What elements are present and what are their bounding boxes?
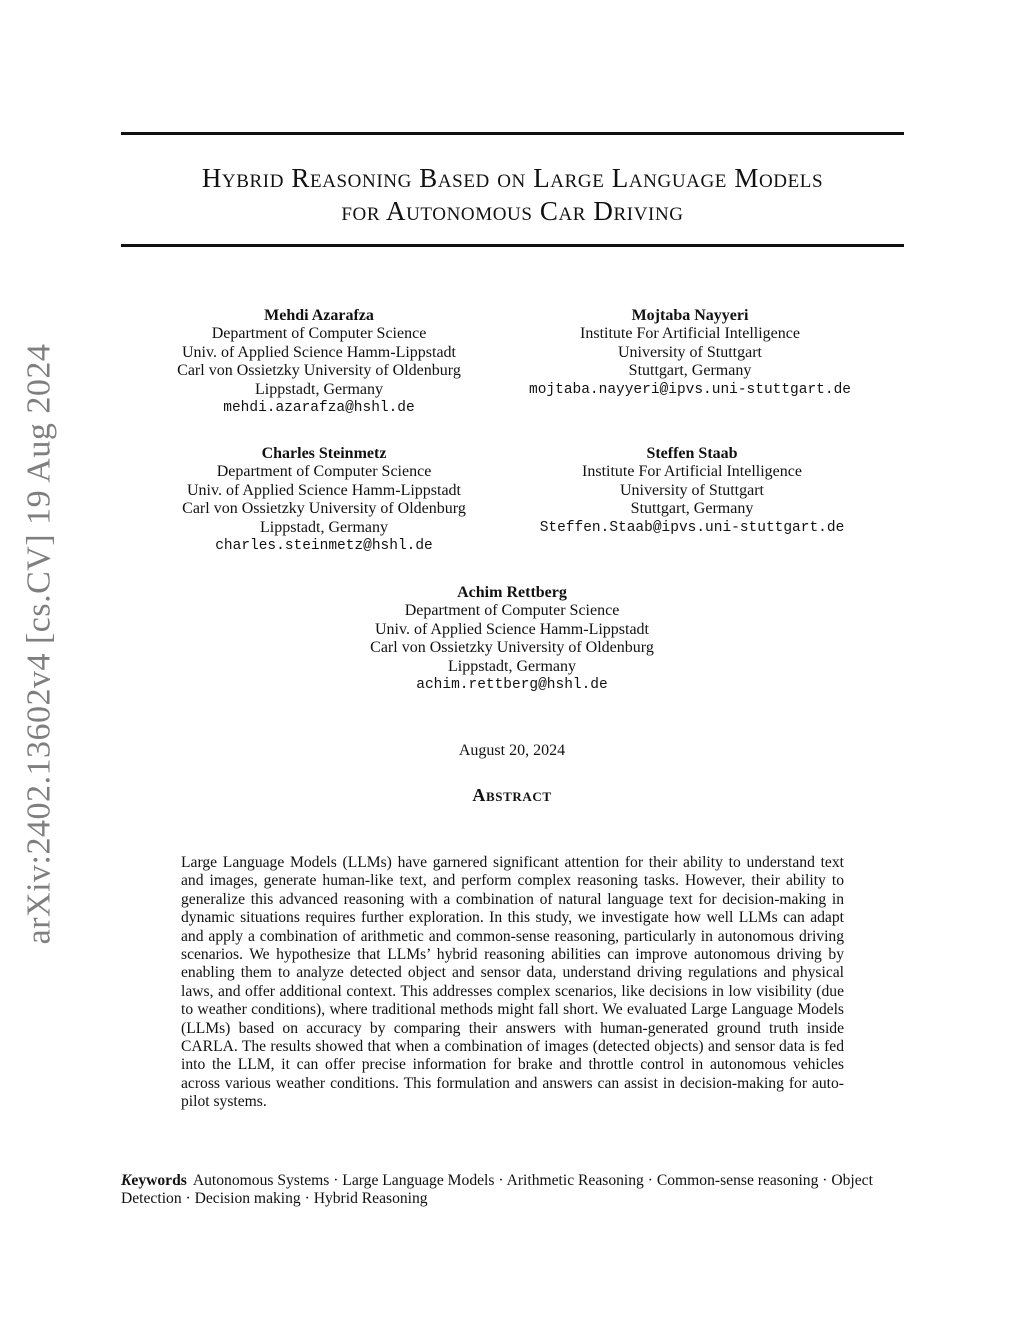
- author-block: [522, 445, 862, 537]
- keywords-section: [121, 1172, 904, 1209]
- abstract-heading: Abstract: [472, 785, 552, 805]
- author-name: Charles Steinmetz: [261, 445, 387, 462]
- author-affiliation-line: Univ. of Applied Science Hamm-Lippstadt: [181, 343, 456, 361]
- title-bottom-rule: [121, 244, 904, 247]
- author-affiliation-line: University of Stuttgart: [620, 481, 764, 499]
- author-affiliation-line: Lippstadt, Germany: [260, 518, 388, 536]
- author-affiliation-line: Univ. of Applied Science Hamm-Lippstadt: [186, 481, 461, 499]
- keywords-label-initial: K: [121, 1172, 132, 1189]
- author-email: mehdi.azarafza@hshl.de: [223, 400, 415, 417]
- keywords-list: Autonomous Systems · Large Language Models · Arithmetic Reasoning · Common-sense reasoning · Object Detection · Decision making · Hybrid Reasoning: [121, 1172, 873, 1208]
- author-email: Steffen.Staab@ipvs.uni-stuttgart.de: [539, 519, 845, 536]
- author-affiliation-line: Department of Computer Science: [404, 602, 620, 620]
- author-email: charles.steinmetz@hshl.de: [215, 538, 433, 555]
- publication-date: August 20, 2024: [458, 742, 566, 759]
- author-affiliation-line: Lippstadt, Germany: [448, 657, 576, 675]
- author-name: Mehdi Azarafza: [264, 307, 374, 324]
- author-block: [520, 307, 860, 399]
- author-block: [362, 584, 662, 694]
- author-affiliation-line: Stuttgart, Germany: [628, 362, 752, 380]
- author-name: Steffen Staab: [646, 445, 738, 462]
- author-block: [174, 445, 474, 555]
- title-top-rule: [121, 132, 904, 135]
- paper-title: [121, 162, 904, 228]
- author-name: Achim Rettberg: [457, 584, 567, 601]
- arxiv-identifier: [19, 345, 59, 943]
- author-name: Mojtaba Nayyeri: [631, 307, 749, 324]
- author-affiliation-line: Department of Computer Science: [216, 463, 432, 481]
- author-affiliation-line: Carl von Ossietzky University of Oldenburg: [370, 639, 654, 657]
- author-affiliation-line: Institute For Artificial Intelligence: [580, 325, 800, 343]
- author-affiliation-line: Carl von Ossietzky University of Oldenburg: [182, 500, 466, 518]
- author-affiliation-line: Department of Computer Science: [211, 325, 427, 343]
- author-affiliation-line: Carl von Ossietzky University of Oldenburg: [177, 362, 461, 380]
- author-affiliation-line: Univ. of Applied Science Hamm-Lippstadt: [374, 620, 649, 638]
- author-email: mojtaba.nayyeri@ipvs.uni-stuttgart.de: [529, 381, 851, 398]
- abstract-body: Large Language Models (LLMs) have garnered significant attention for their ability to understand text and images, generate human-like text, and perform complex reasoning tasks. However, their ability to generalize this advanced reasoning with a combination of natural language text for decision-making in dynamic situations requires further exploration. In this study, we investigate how well LLMs can adapt and apply a combination of arithmetic and common-sense reasoning, particularly in autonomous driving scenarios. We hypothesize that LLMs’ hybrid reasoning abilities can improve autonomous driving by enabling them to analyze detected object and sensor data, understand driving regulations and physical laws, and offer additional context. This addresses complex scenarios, like decisions in low visibility (due to weather conditions), where traditional methods might fall short. We evaluated Large Language Models (LLMs) based on accuracy by comparing their answers with human-generated ground truth inside CARLA. The results showed that when a combination of images (detected objects) and sensor data is fed into the LLM, it can offer precise information for brake and throttle control in autonomous vehicles across various weather conditions. This formulation and answers can assist in decision-making for auto-pilot systems.: [181, 854, 844, 1111]
- paper-title-line-1: Hybrid Reasoning Based on Large Language Models: [201, 163, 824, 193]
- author-email: achim.rettberg@hshl.de: [416, 677, 608, 694]
- paper-title-line-2: for Autonomous Car Driving: [341, 196, 684, 226]
- author-affiliation-line: Lippstadt, Germany: [255, 380, 383, 398]
- author-block: [169, 307, 469, 417]
- keywords-label-rest: eywords: [131, 1172, 187, 1189]
- author-affiliation-line: University of Stuttgart: [618, 343, 762, 361]
- author-affiliation-line: Institute For Artificial Intelligence: [582, 463, 802, 481]
- author-affiliation-line: Stuttgart, Germany: [630, 500, 754, 518]
- arxiv-identifier-text: arXiv:2402.13602v4 [cs.CV] 19 Aug 2024: [20, 343, 57, 945]
- keywords-label: [121, 1172, 187, 1189]
